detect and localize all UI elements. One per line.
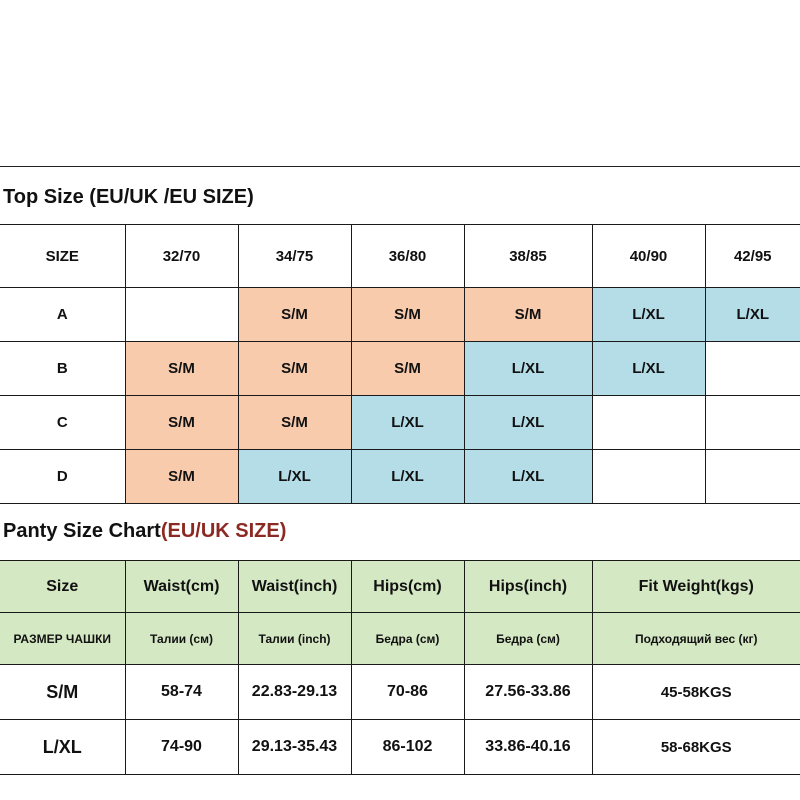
size-cell [705, 396, 800, 450]
size-cell [125, 288, 238, 342]
header-cell-ru: Подходящий вес (кг) [592, 613, 800, 665]
panty-heading-accent: (EU/UK SIZE) [160, 520, 287, 542]
size-cell: S/M [125, 396, 238, 450]
header-cell-ru: Талии (inch) [238, 613, 351, 665]
size-cell: L/XL [464, 396, 592, 450]
size-cell: S/M [238, 396, 351, 450]
panty-header-row-ru [0, 613, 800, 665]
table-row [0, 665, 800, 720]
header-cell: Waist(inch) [238, 561, 351, 613]
size-label: S/M [0, 665, 125, 720]
size-cell: S/M [351, 342, 464, 396]
cup-label: A [0, 288, 125, 342]
header-band: 32/70 [125, 225, 238, 288]
value-cell: 22.83-29.13 [238, 665, 351, 720]
header-cell: Hips(cm) [351, 561, 464, 613]
header-band: 38/85 [464, 225, 592, 288]
size-cell: L/XL [351, 396, 464, 450]
value-cell: 86-102 [351, 720, 464, 775]
size-cell: S/M [125, 450, 238, 504]
value-cell: 70-86 [351, 665, 464, 720]
panty-size-table [0, 560, 800, 775]
header-band: 42/95 [705, 225, 800, 288]
value-cell: 58-74 [125, 665, 238, 720]
header-cell: Fit Weight(kgs) [592, 561, 800, 613]
value-cell: 58-68KGS [592, 720, 800, 775]
value-cell: 33.86-40.16 [464, 720, 592, 775]
value-cell: 74-90 [125, 720, 238, 775]
size-cell: L/XL [238, 450, 351, 504]
size-cell: L/XL [464, 450, 592, 504]
size-cell [705, 450, 800, 504]
size-cell [592, 450, 705, 504]
header-cell-ru: Бедра (см) [464, 613, 592, 665]
panty-header-row [0, 561, 800, 613]
size-cell: S/M [238, 342, 351, 396]
header-cell-ru: Бедра (см) [351, 613, 464, 665]
header-cell-ru: РАЗМЕР ЧАШКИ [0, 613, 125, 665]
top-header-row [0, 225, 800, 288]
table-row [0, 720, 800, 775]
value-cell: 27.56-33.86 [464, 665, 592, 720]
value-cell: 29.13-35.43 [238, 720, 351, 775]
table-row [0, 396, 800, 450]
panty-size-heading [3, 520, 286, 543]
top-size-heading: Top Size (EU/UK /EU SIZE) [3, 186, 254, 208]
size-cell: L/XL [592, 342, 705, 396]
table-row [0, 450, 800, 504]
size-cell: L/XL [464, 342, 592, 396]
header-cell: Waist(cm) [125, 561, 238, 613]
table-row [0, 288, 800, 342]
size-cell: S/M [125, 342, 238, 396]
panty-heading-main: Panty Size Chart [3, 520, 161, 542]
header-cell: Hips(inch) [464, 561, 592, 613]
cup-label: D [0, 450, 125, 504]
size-label: L/XL [0, 720, 125, 775]
header-band: 40/90 [592, 225, 705, 288]
header-size: SIZE [0, 225, 125, 288]
size-cell: S/M [351, 288, 464, 342]
size-cell: S/M [464, 288, 592, 342]
size-cell: L/XL [351, 450, 464, 504]
size-cell [705, 342, 800, 396]
cup-label: B [0, 342, 125, 396]
cup-label: C [0, 396, 125, 450]
size-cell: S/M [238, 288, 351, 342]
header-cell: Size [0, 561, 125, 613]
header-band: 36/80 [351, 225, 464, 288]
top-size-table [0, 224, 800, 504]
size-cell [592, 396, 705, 450]
top-divider-line [0, 166, 800, 167]
size-cell: L/XL [705, 288, 800, 342]
header-cell-ru: Талии (см) [125, 613, 238, 665]
table-row [0, 342, 800, 396]
size-cell: L/XL [592, 288, 705, 342]
header-band: 34/75 [238, 225, 351, 288]
value-cell: 45-58KGS [592, 665, 800, 720]
